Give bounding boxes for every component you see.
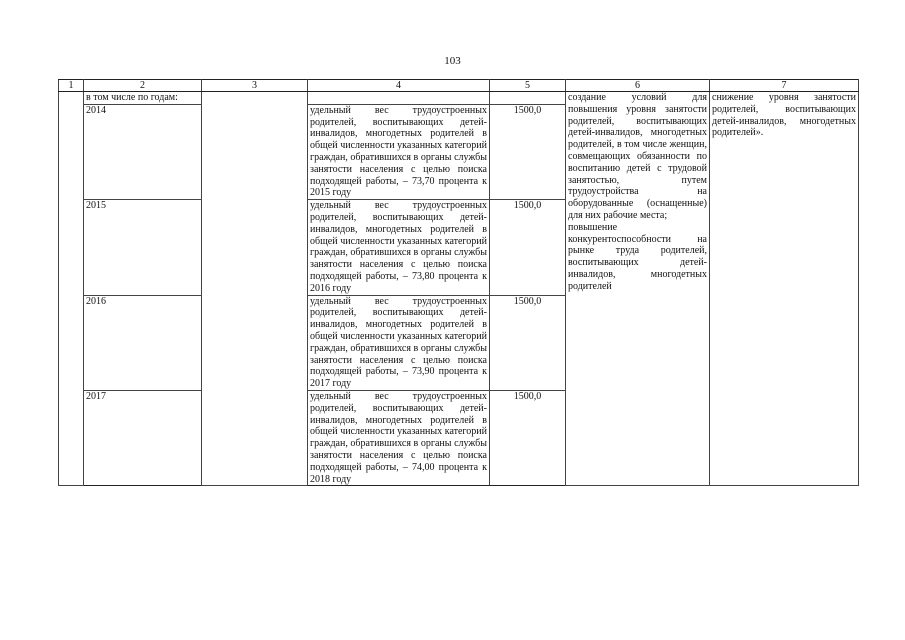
program-table (58, 79, 859, 486)
measures-text: создание условий для повышения уровня занятости родителей, воспитывающих детей-инвалидов, многодетных родителей, в том числе женщин, совмещающих обязанности по воспитанию детей с трудовой занятостью, путем трудоустройства на оборудованные (оснащенные) для них рабочие места; (568, 92, 707, 221)
year-cell: 2015 (84, 200, 202, 295)
empty-cell (490, 92, 566, 105)
amount-cell: 1500,0 (490, 104, 566, 199)
amount-cell: 1500,0 (490, 390, 566, 485)
column-number: 2 (84, 80, 202, 92)
year-cell: 2017 (84, 390, 202, 485)
indicator-cell: удельный вес трудоустроенных родителей, воспитывающих детей-инвалидов, многодетных родителей в общей численности указанных категорий граждан, обратившихся в органы службы занятости населения с целью поиска подходящей работы, – 74,00 процента к 2018 году (308, 390, 490, 485)
measures-text-2: повышение конкурентоспособности на рынке труда родителей, воспитывающих детей-инвалидов, многодетных родителей (568, 221, 707, 292)
results-cell (710, 92, 859, 486)
subheading-cell: в том числе по годам: (84, 92, 202, 105)
indicator-cell: удельный вес трудоустроенных родителей, воспитывающих детей-инвалидов, многодетных родителей в общей численности указанных категорий граждан, обратившихся в органы службы занятости населения с целью поиска подходящей работы, – 73,70 процента к 2015 году (308, 104, 490, 199)
page-number: 103 (444, 55, 461, 67)
col1-cell (59, 92, 84, 486)
column-number: 4 (308, 80, 490, 92)
measures-cell (566, 92, 710, 486)
empty-cell (308, 92, 490, 105)
column-number: 6 (566, 80, 710, 92)
column-number: 7 (710, 80, 859, 92)
year-cell: 2016 (84, 295, 202, 390)
year-cell: 2014 (84, 104, 202, 199)
results-text: снижение уровня занятости родителей, воспитывающих детей-инвалидов, многодетных родителей». (712, 92, 856, 139)
amount-cell: 1500,0 (490, 200, 566, 295)
column-numbers-row (59, 80, 859, 92)
amount-cell: 1500,0 (490, 295, 566, 390)
column-number: 3 (202, 80, 308, 92)
subheading-row (59, 92, 859, 105)
indicator-cell: удельный вес трудоустроенных родителей, воспитывающих детей-инвалидов, многодетных родителей в общей численности указанных категорий граждан, обратившихся в органы службы занятости населения с целью поиска подходящей работы, – 73,90 процента к 2017 году (308, 295, 490, 390)
col3-cell (202, 92, 308, 486)
column-number: 5 (490, 80, 566, 92)
indicator-cell: удельный вес трудоустроенных родителей, воспитывающих детей-инвалидов, многодетных родителей в общей численности указанных категорий граждан, обратившихся в органы службы занятости населения с целью поиска подходящей работы, – 73,80 процента к 2016 году (308, 200, 490, 295)
column-number: 1 (59, 80, 84, 92)
